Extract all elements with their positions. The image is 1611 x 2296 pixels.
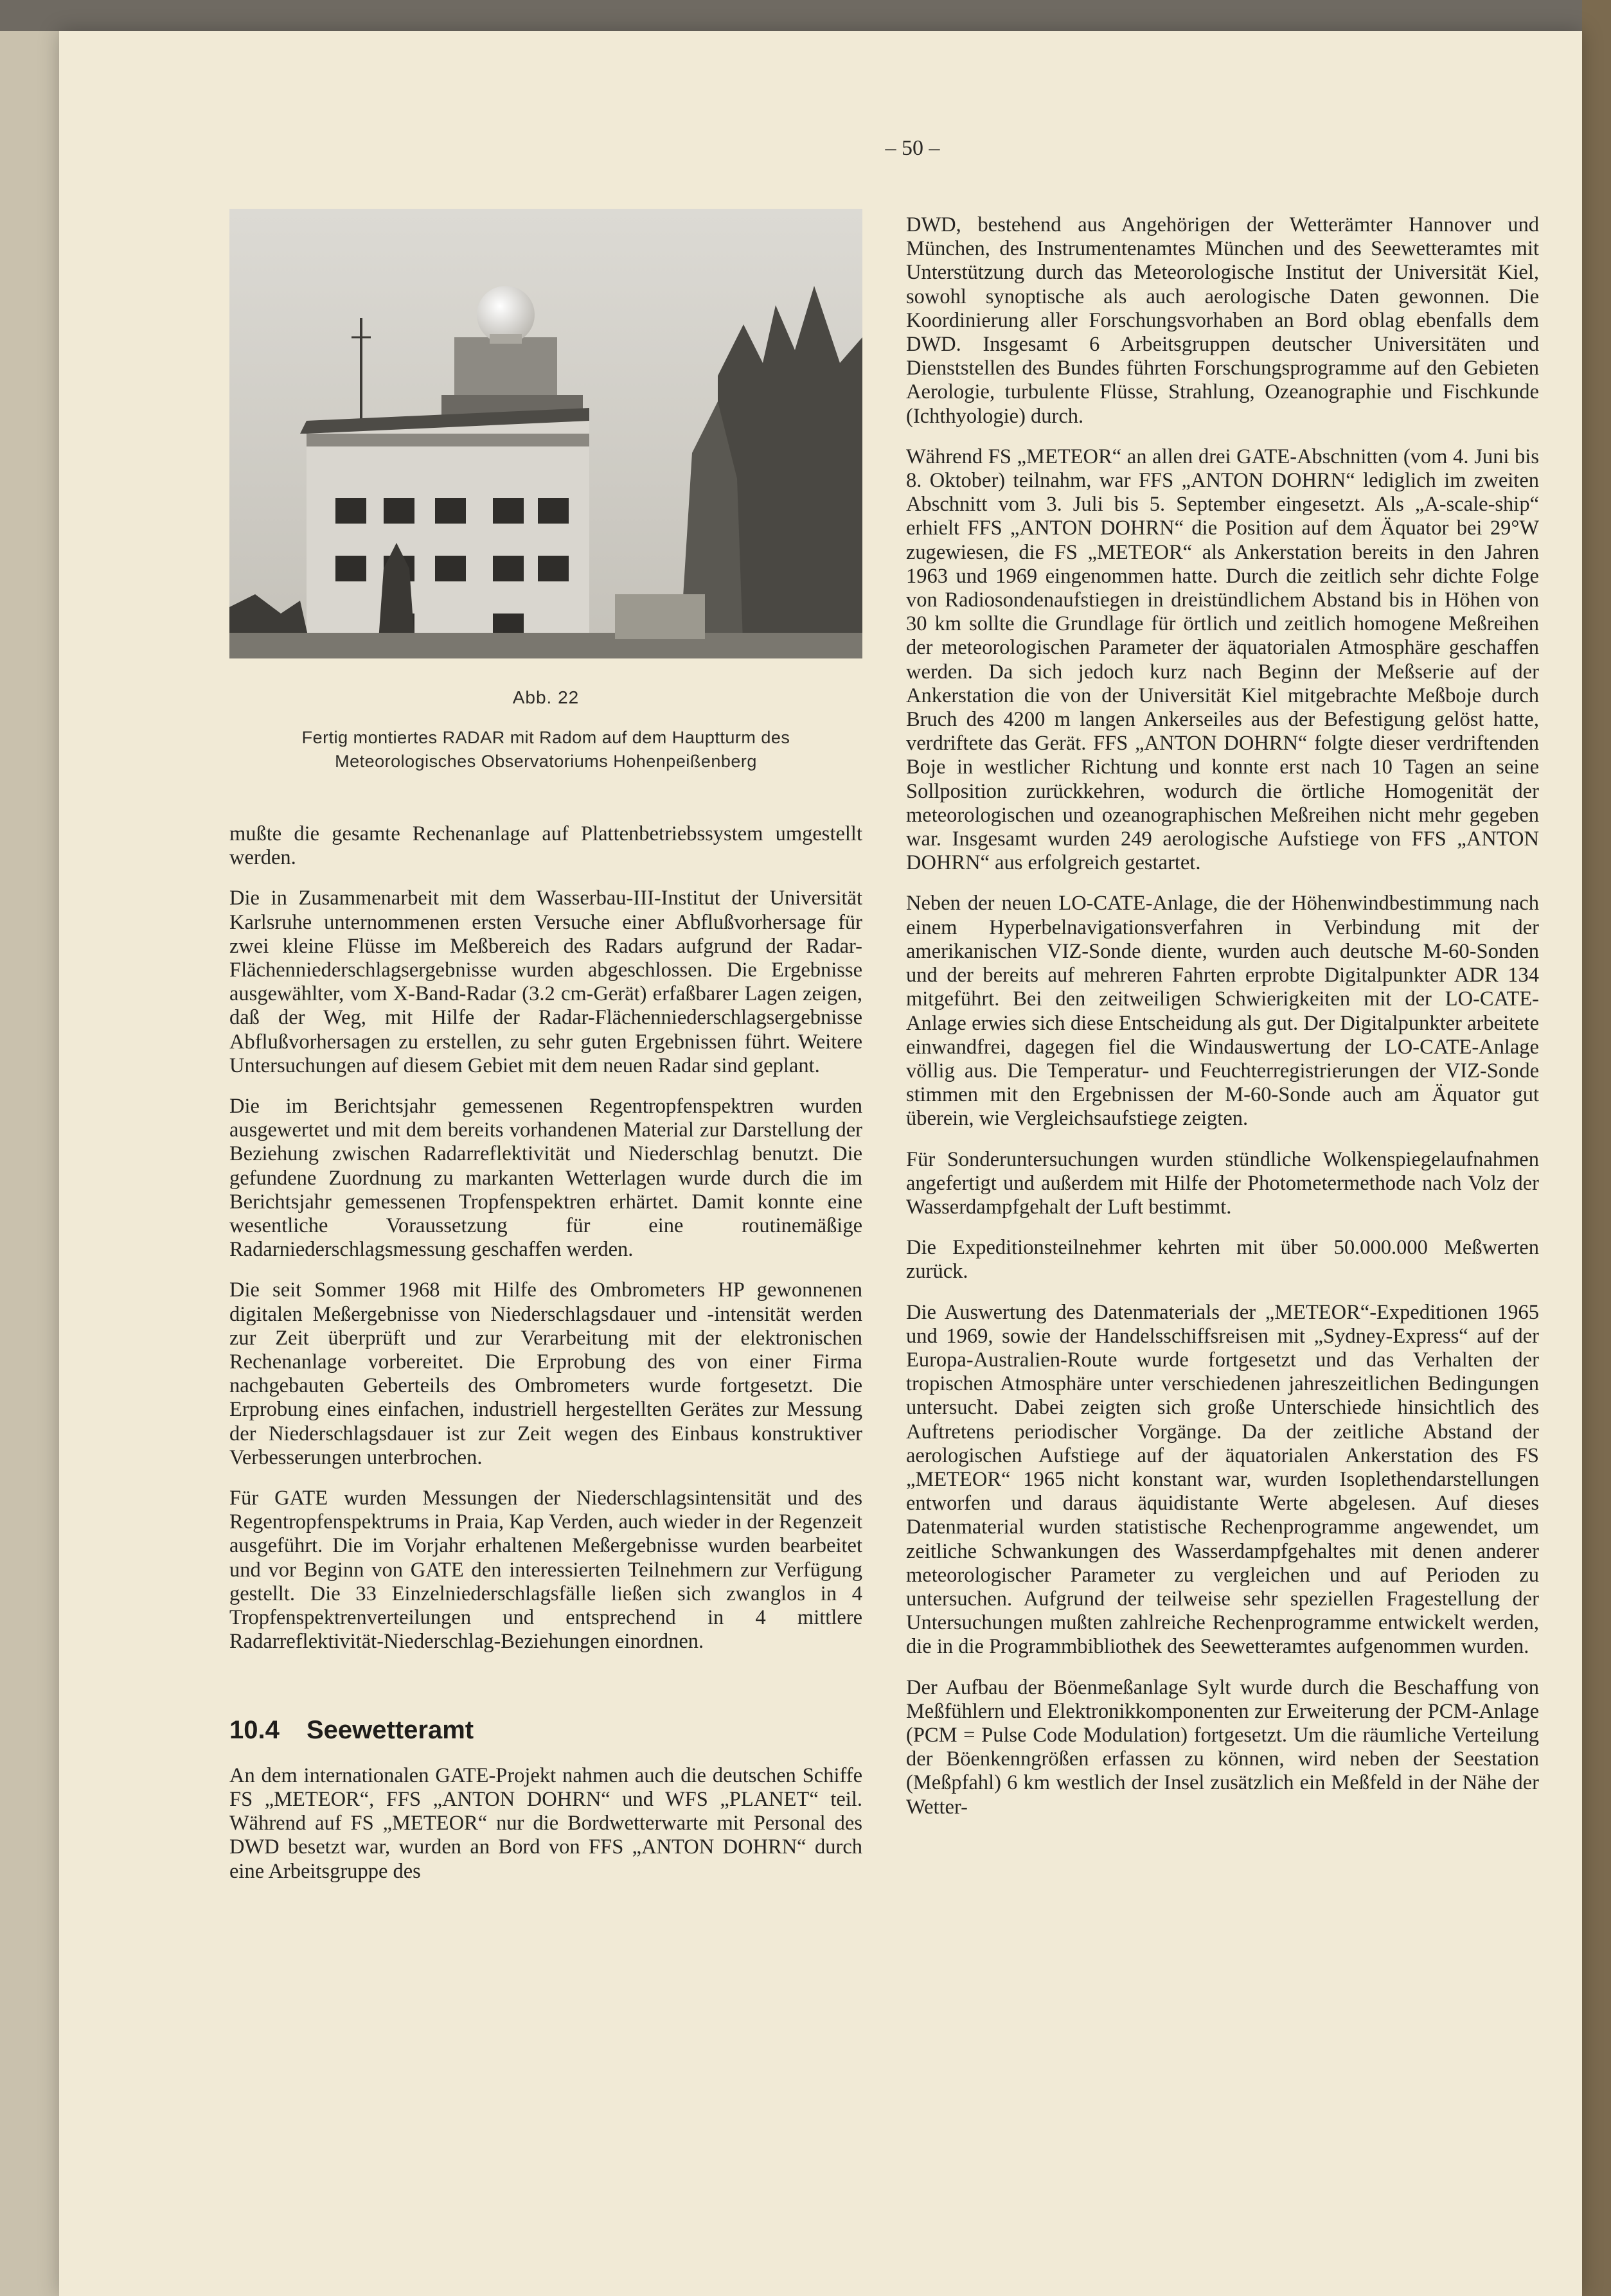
observatory-photo (229, 209, 862, 658)
paragraph: mußte die gesamte Rechenanlage auf Plattenbetriebssystem umgestellt werden. (229, 822, 862, 870)
paragraph: Die im Berichtsjahr gemessenen Regentropfenspektren wurden ausgewertet und mit dem bereits vorhandenen Material zur Darstellung der Beziehung zwischen Radarreflektivität und Niederschlag benutzt. Die gefundene Zuordnung zu markanten Wetterlagen wurde durch die im Berichtsjahr gemessenen Tropfenspektren erhärtet. Damit konnte eine wesentliche Voraussetzung für eine routinemäßige Radarniederschlagsmessung geschaffen werden. (229, 1095, 862, 1262)
paragraph: Neben der neuen LO-CATE-Anlage, die der Höhenwindbestimmung nach einem Hyperbelnavigationsverfahren in Verbindung mit der amerikanischen VIZ-Sonde diente, wurden auch deutsche M-60-Sonden und der bereits auf mehreren Fahrten erprobte Digitalpunkter ADR 134 mitgeführt. Bei den zeitweiligen Schwierigkeiten mit der LO-CATE-Anlage erwies sich diese Entscheidung als gut. Der Digitalpunkter arbeitete einwandfrei, dagegen fiel die Windauswertung der LO-CATE-Anlage völlig aus. Die Temperatur- und Feuchterregistrierungen der VIZ-Sonde stimmen mit den Ergebnissen der M-60-Sonde auch am Äquator gut überein, wie Vergleichsaufstiege zeigten. (906, 892, 1539, 1131)
paragraph: An dem internationalen GATE-Projekt nahmen auch die deutschen Schiffe FS „METEOR“, FFS „ANTON DOHRN“ und WFS „PLANET“ teil. Während auf FS „METEOR“ nur die Bordwetterwarte mit Personal des DWD besetzt war, wurden an Bord von FFS „ANTON DOHRN“ durch eine Arbeitsgruppe des (229, 1763, 862, 1883)
paragraph: Für GATE wurden Messungen der Niederschlagsintensität und des Regentropfenspektrums in Praia, Kap Verden, auch wieder in der Regenzeit ausgeführt. Die im Vorjahr erhaltenen Meßergebnisse wurden bearbeitet und vor Beginn von GATE den interessierten Teilnehmern zur Verfügung gestellt. Die 33 Einzelniederschlagsfälle ließen sich zwanglos in 4 Tropfenspektrenverteilungen und entsprechend in 4 mittlere Radarreflektivität-Niederschlag-Beziehungen einordnen. (229, 1487, 862, 1654)
paragraph: Die Expeditionsteilnehmer kehrten mit über 50.000.000 Meßwerten zurück. (906, 1236, 1539, 1284)
right-column (906, 213, 1539, 1836)
section-heading (229, 1715, 862, 1744)
paragraph: Für Sonderuntersuchungen wurden stündliche Wolkenspiegelaufnahmen angefertigt und außerdem mit Hilfe der Photometermethode nach Volz der Wasserdampfgehalt der Luft bestimmt. (906, 1147, 1539, 1219)
paragraph: Die Auswertung des Datenmaterials der „METEOR“-Expeditionen 1965 und 1969, sowie der Handelsschiffsreisen mit „Sydney-Express“ auf der Europa-Australien-Route wurde fortgesetzt und das Verhalten der tropischen Atmosphäre unter verschiedenen jahreszeitlichen Bedingungen untersucht. Dabei zeigten sich große Unterschiede hinsichtlich des Auftretens periodischer Vorgänge. Da der zeitliche Abstand der aerologischen Aufstiege auf der äquatorialen Ankerstation des FS „METEOR“ 1965 nicht konstant war, wurden Isoplethendarstellungen entworfen und daraus äquidistante Werte abgelesen. Auf dieses Datenmaterial wurden statistische Rechenprogramme angewendet, um zeitliche Schwankungen des Wasserdampfgehaltes mit denen anderer meteorologischer Parameter zu vergleichen und auf Perioden zu untersuchen. Aufgrund der teilweise sehr speziellen Fragestellung der Untersuchungen mußten zahlreiche Rechenprogramme entwickelt werden, die in die Programmbibliothek des Seewetteramtes aufgenommen wurden. (906, 1300, 1539, 1659)
section-title: Seewetteramt (307, 1715, 474, 1744)
scan-right-edge (1582, 0, 1611, 2296)
scan-top-edge (0, 0, 1611, 31)
paragraph: Während FS „METEOR“ an allen drei GATE-Abschnitten (vom 4. Juni bis 8. Oktober) teilnahm, war FFS „ANTON DOHRN“ lediglich im zweiten Abschnitt vom 3. Juli bis 5. September eingesetzt. Als „A-scale-ship“ erhielt FFS „ANTON DOHRN“ die Position auf dem Äquator bei 29°W zugewiesen, die FS „METEOR“ als Ankerstation bereits in den Jahren 1963 und 1969 eingenommen hatte. Durch die zeitlich sehr dichte Folge von Radiosondenaufstiegen in dreistündlichem Abstand bis in Höhen von 30 km sollte die Grundlage für örtlich und zeitlich homogene Meßreihen der meteorologischen Parameter der äquatorialen Atmosphäre geschaffen werden. Da sich jedoch kurz nach Beginn der Meßserie auf der Ankerstation die von der Universität Kiel mitgebrachte Meßboje durch Bruch des 4200 m langen Ankerseiles aus der Befestigung gelöst hatte, verdriftete das Gerät. FFS „ANTON DOHRN“ folgte dieser verdriftenden Boje in westlicher Richtung und konnte erst nach 10 Tagen an seine Sollposition zurückkehren, wodurch die örtliche Homogenität der meteorologischen und ozeanographischen Meßreihen nicht mehr gegeben war. Insgesamt wurden 249 aerologische Aufstiege von FFS „ANTON DOHRN“ aus erfolgreich gestartet. (906, 445, 1539, 875)
paragraph: Der Aufbau der Böenmeßanlage Sylt wurde durch die Beschaffung von Meßfühlern und Elektronikkomponenten zur Erweiterung der PCM-Anlage (PCM = Pulse Code Modulation) fortgesetzt. Um die räumliche Verteilung der Böenkenngrößen erfassen zu können, wird neben der Seestation (Meßpfahl) 6 km westlich der Insel zusätzlich ein Meßfeld in der Nähe der Wetter- (906, 1675, 1539, 1819)
page-number: – 50 – (885, 136, 940, 160)
figure-label: Abb. 22 (512, 687, 580, 707)
observatory-photo-illustration (229, 209, 862, 658)
paragraph: Die seit Sommer 1968 mit Hilfe des Ombrometers HP gewonnenen digitalen Meßergebnisse von Niederschlagsdauer und -intensität werden zur Zeit überprüft und zur Verarbeitung mit der elektronischen Rechenanlage vorbereitet. Die Erprobung des von einer Firma nachgebauten Geberteils des Ombrometers wurde fortgesetzt. Die Erprobung eines einfachen, industriell hergestellten Gerätes zur Messung der Niederschlagsdauer ist zur Zeit wegen des Einbaus konstruktiver Verbesserungen unterbrochen. (229, 1278, 862, 1469)
figure-caption: Fertig montiertes RADAR mit Radom auf dem Hauptturm des Meteorologisches Observatoriums Hohenpeißenberg (301, 728, 790, 771)
left-column (229, 822, 862, 1900)
section-number: 10.4 (229, 1715, 280, 1744)
paragraph: Die in Zusammenarbeit mit dem Wasserbau-III-Institut der Universität Karlsruhe unternommenen ersten Versuche einer Abflußvorhersage für zwei kleine Flüsse im Meßbereich des Radars aufgrund der Radar-Flächenniederschlagsergebnisse wurden abgeschlossen. Die Ergebnisse ausgewählter, vom X-Band-Radar (3.2 cm-Gerät) erfaßbarer Lagen zeigen, daß der Weg, mit Hilfe der Radar-Flächenniederschlagsergebnisse Abflußvorhersagen zu erstellen, zu sehr guten Ergebnissen führt. Weitere Untersuchungen auf diesem Gebiet mit dem neuen Radar sind geplant. (229, 887, 862, 1077)
paragraph: DWD, bestehend aus Angehörigen der Wetterämter Hannover und München, des Instrumentenamtes München und des Seewetteramtes mit Unterstützung durch das Meteorologische Institut der Universität Kiel, sowohl synoptische als auch aerologische Daten gewonnen. Die Koordinierung aller Forschungsvorhaben an Bord oblag ebenfalls dem DWD. Insgesamt 6 Arbeitsgruppen deutscher Universitäten und Dienststellen des Bundes führten Forschungsprogramme auf den Gebieten Aerologie, turbulente Flüsse, Strahlung, Ozeanographie und Fischkunde (Ichthyologie) durch. (906, 213, 1539, 428)
